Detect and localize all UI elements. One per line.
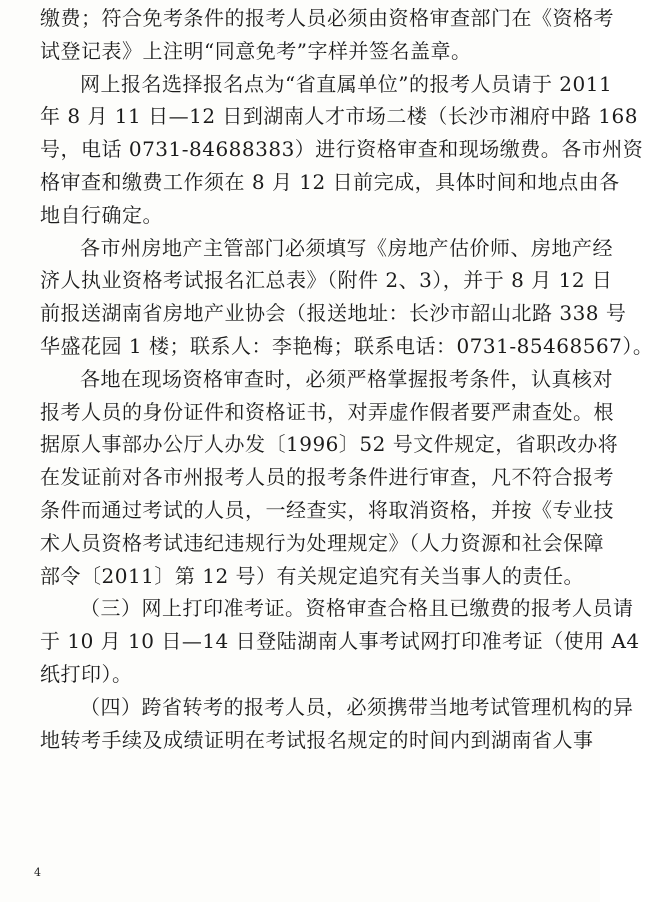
text-line: 据原人事部办公厅人办发〔1996〕52 号文件规定，省职改办将 [40, 432, 619, 457]
body-text [40, 2, 653, 756]
text-line: 年 8 月 11 日—12 日到湖南人才市场二楼（长沙市湘府中路 168 [40, 104, 638, 129]
text-line: （三）网上打印准考证。资格审查合格且已缴费的报考人员请 [80, 596, 634, 621]
text-line: 于 10 月 10 日—14 日登陆湖南人事考试网打印准考证（使用 A4 [40, 629, 640, 654]
text-line: 试登记表》上注明“同意免考”字样并签名盖章。 [40, 38, 472, 63]
page-number: 4 [34, 866, 41, 879]
text-line: 网上报名选择报名点为“省直属单位”的报考人员请于 2011 [80, 71, 613, 96]
text-line: 地自行确定。 [40, 202, 163, 227]
text-line: 在发证前对各市州报考人员的报考条件进行审查，凡不符合报考 [40, 465, 614, 490]
text-line: 纸打印）。 [40, 661, 133, 686]
text-line: 格审查和缴费工作须在 8 月 12 日前完成，具体时间和地点由各 [40, 169, 620, 194]
text-line: 条件而通过考试的人员，一经查实，将取消资格，并按《专业技 [40, 497, 614, 522]
text-line: 华盛花园 1 楼；联系人：李艳梅；联系电话：0731-85468567）。 [40, 333, 653, 358]
text-line: 术人员资格考试违纪违规行为处理规定》（人力资源和社会保障 [40, 530, 604, 555]
text-line: 报考人员的身份证件和资格证书，对弄虚作假者要严肃查处。根 [40, 399, 614, 424]
text-line: 各地在现场资格审查时，必须严格掌握报考条件，认真核对 [80, 366, 613, 391]
text-line: 部令〔2011〕第 12 号）有关规定追究有关当事人的责任。 [40, 563, 585, 588]
text-line: 号，电话 0731-84688383）进行资格审查和现场缴费。各市州资 [40, 137, 644, 162]
text-line: 各市州房地产主管部门必须填写《房地产估价师、房地产经 [80, 235, 613, 260]
text-line: 缴费；符合免考条件的报考人员必须由资格审查部门在《资格考 [40, 6, 614, 30]
text-line: 地转考手续及成绩证明在考试报名规定的时间内到湖南省人事 [40, 727, 594, 752]
text-line: 济人执业资格考试报名汇总表》（附件 2、3），并于 8 月 12 日 [40, 268, 613, 293]
text-line: （四）跨省转考的报考人员，必须携带当地考试管理机构的异 [80, 694, 634, 719]
text-line: 前报送湖南省房地产业协会（报送地址：长沙市韶山北路 338 号 [40, 301, 627, 326]
